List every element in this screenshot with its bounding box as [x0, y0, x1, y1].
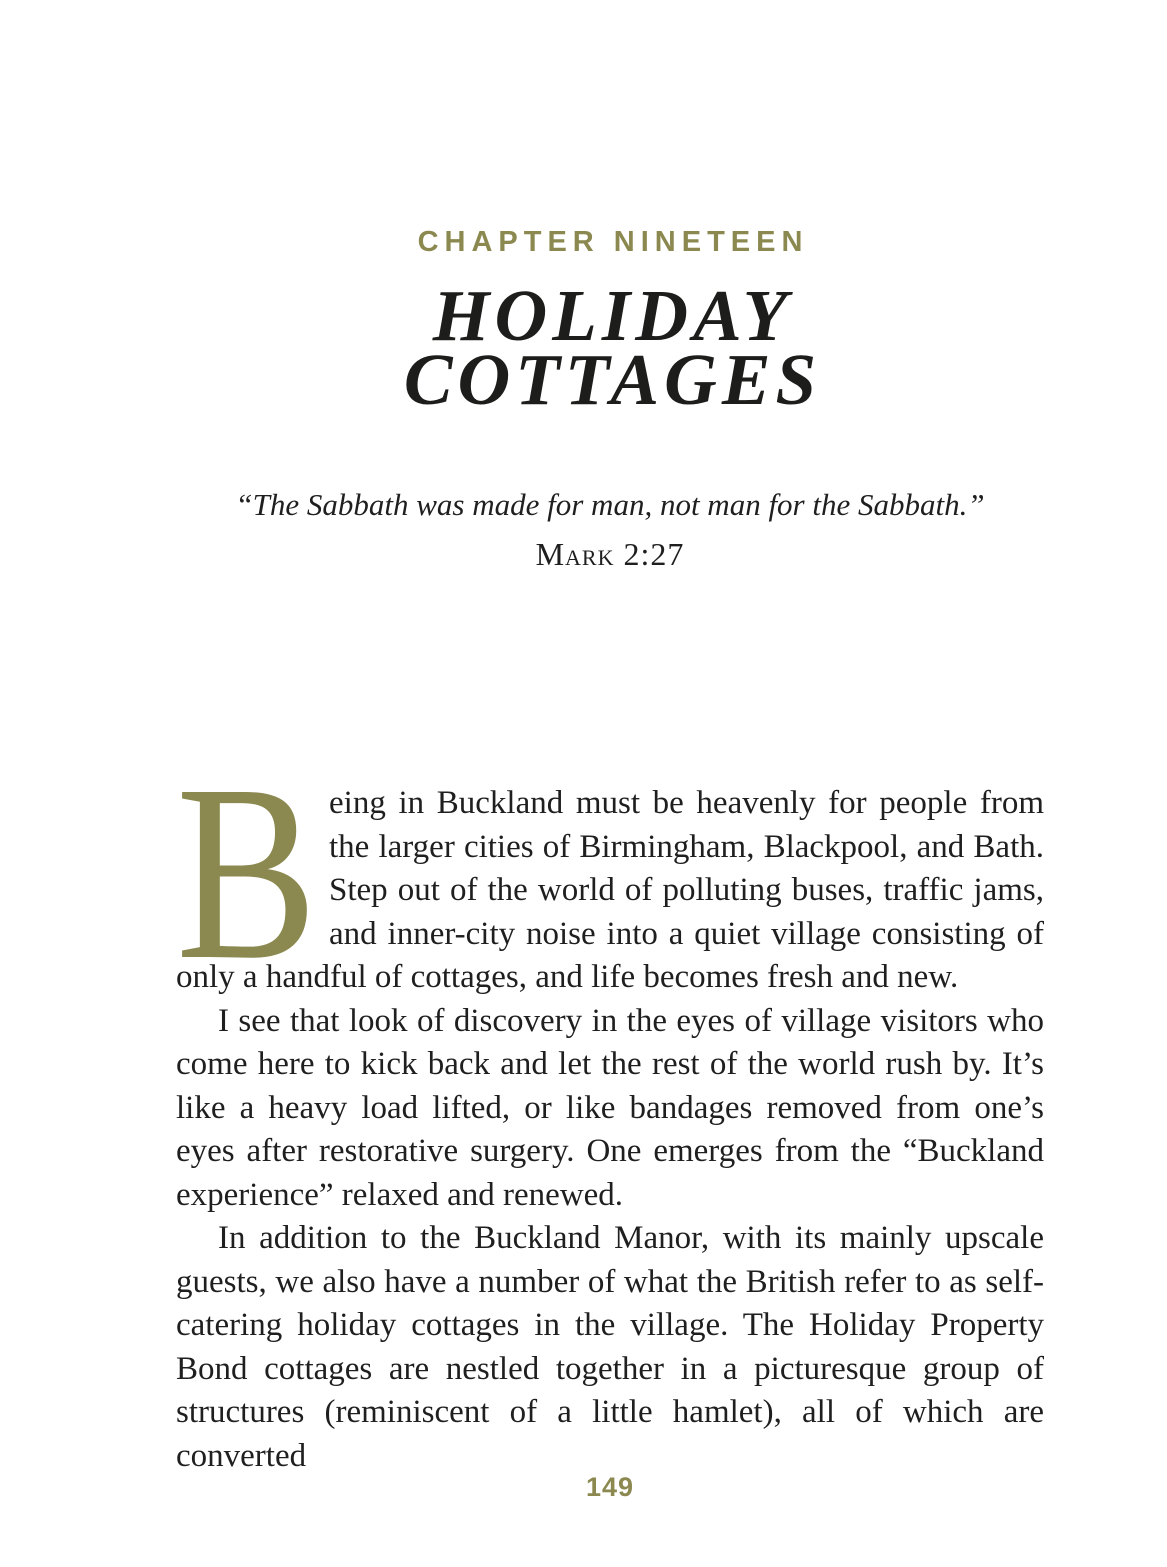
epigraph-source: Mark 2:27	[535, 536, 685, 572]
paragraph-first-text: eing in Buckland must be heavenly for people from the larger cities of Birmingham, Blackpool, and Bath. Step out of the world of polluting buses, traffic jams, and inner-city noise into a quiet village consisting of only a handful of cottages, and life becomes fresh and new.	[176, 785, 1044, 995]
epigraph-quote: “The Sabbath was made for man, not man for the Sabbath.”	[235, 487, 985, 522]
paragraph-third: In addition to the Buckland Manor, with its mainly upscale guests, we also have a number of what the British refer to as self-catering holiday cottages in the village. The Holiday Property Bond cottages are nestled together in a picturesque group of structures (reminiscent of a little hamlet), all of which are converted	[176, 1220, 1044, 1474]
paragraph-second: I see that look of discovery in the eyes of village visitors who come here to kick back and let the rest of the world rush by. It’s like a heavy load lifted, or like bandages removed from one’s eyes after restorative surgery. One emerges from the “Buckland experience” relaxed and renewed.	[176, 1002, 1044, 1213]
chapter-title-line1: HOLIDAY	[432, 275, 793, 356]
chapter-label: CHAPTER NINETEEN	[417, 226, 809, 258]
chapter-title	[176, 275, 1044, 420]
text-block	[176, 0, 1044, 1567]
body-text	[176, 732, 1044, 1478]
chapter-title-line2: COTTAGES	[403, 339, 822, 420]
page-number: 149	[585, 1472, 635, 1502]
paragraph-first	[176, 732, 1044, 1012]
drop-cap: B	[176, 732, 318, 1012]
